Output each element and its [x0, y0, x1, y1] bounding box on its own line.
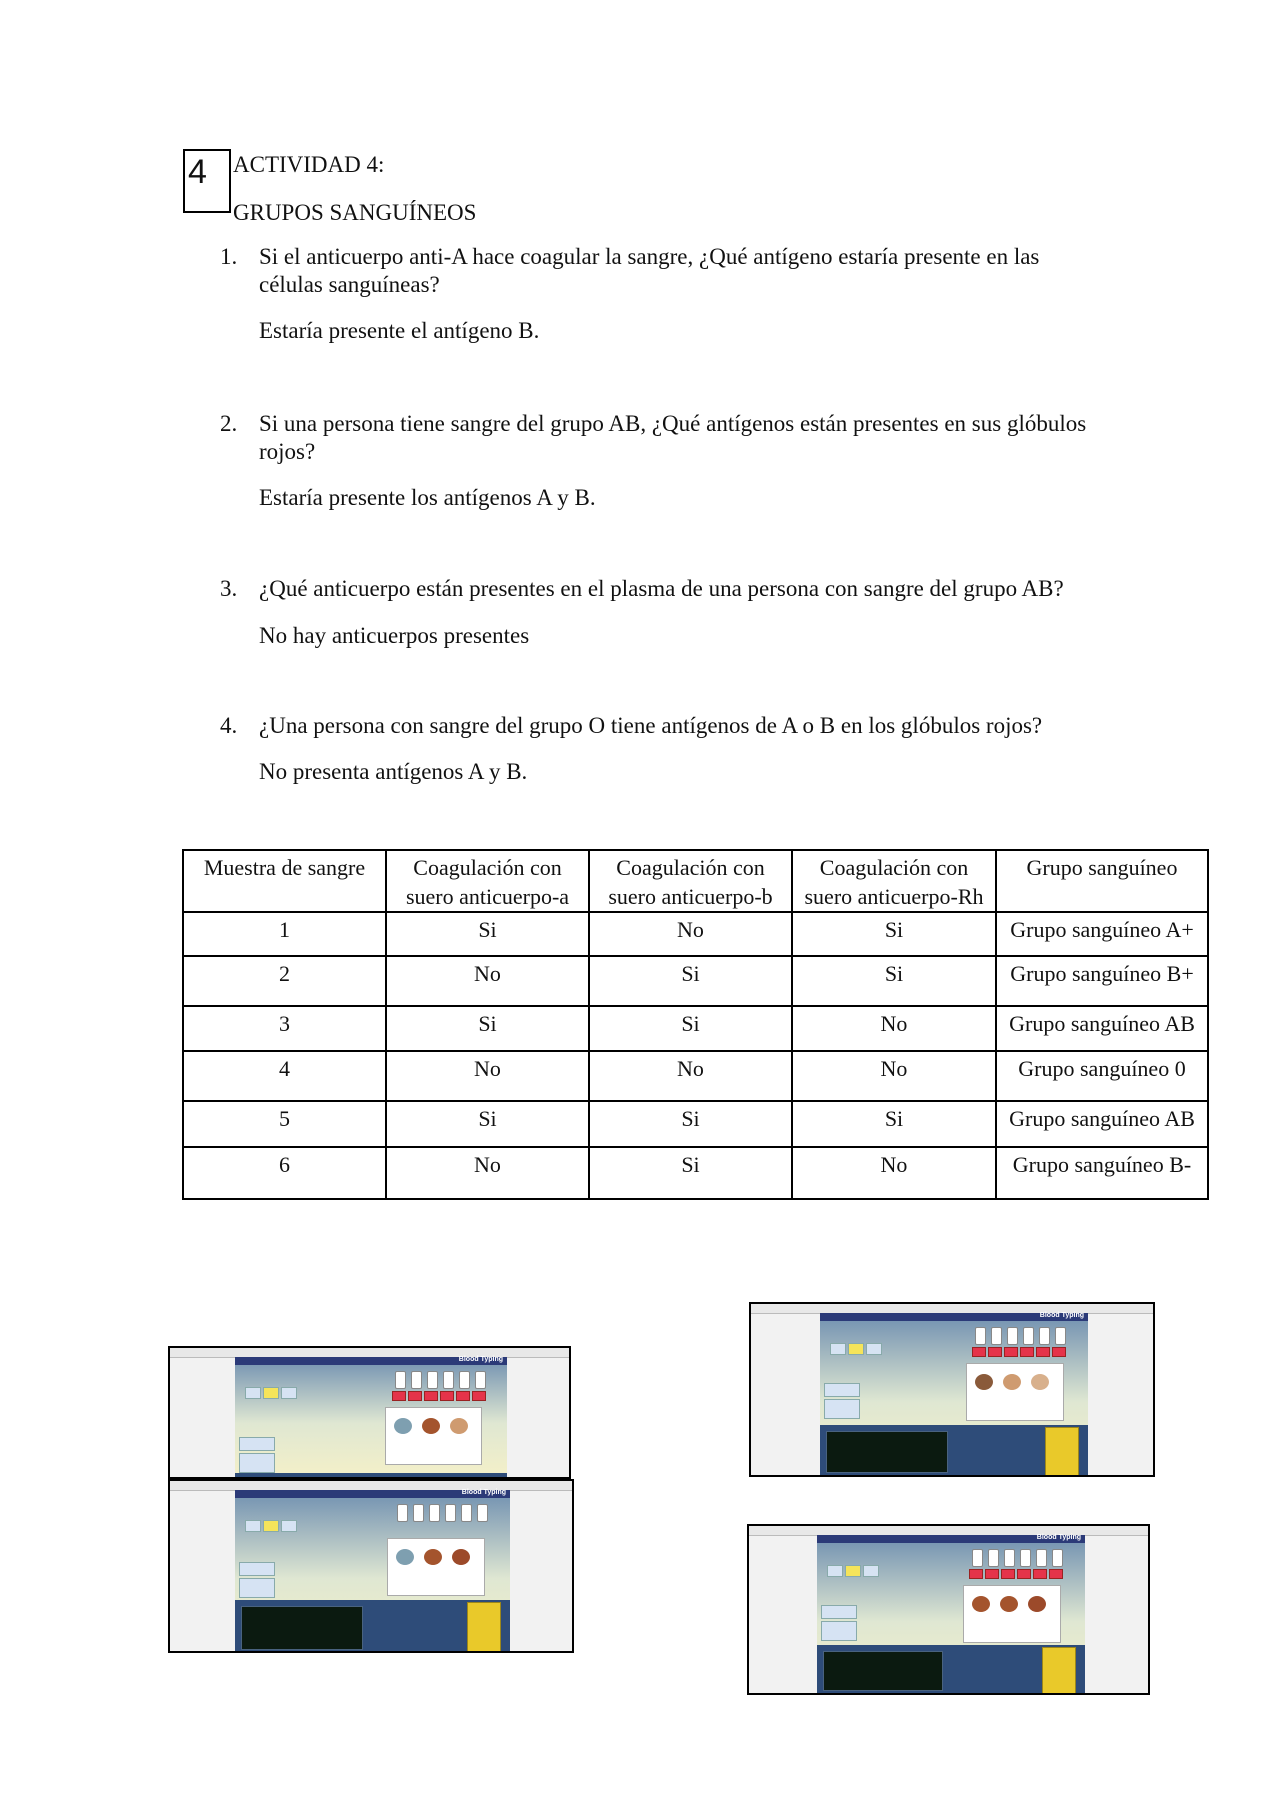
- question-text: ¿Qué anticuerpo están presentes en el plasma de una persona con sangre del grupo AB?: [259, 576, 1064, 601]
- question-number: 2.: [220, 411, 238, 436]
- table-cell: 4: [183, 1051, 386, 1101]
- vial-label: [863, 1565, 879, 1577]
- panel-label: [239, 1453, 275, 1473]
- table-cell: Si: [386, 1101, 589, 1147]
- simulation-screenshot: [168, 1479, 574, 1653]
- panel-label: [821, 1621, 857, 1641]
- app-title: Blood Typing: [461, 1489, 506, 1496]
- panel-label: [824, 1383, 860, 1397]
- vial-label: [263, 1520, 279, 1532]
- table-cell: No: [792, 1051, 996, 1101]
- sample-tube: [1033, 1569, 1047, 1579]
- question-number: 4.: [220, 713, 238, 738]
- agglutination-sample: [1000, 1596, 1018, 1612]
- table-cell: 3: [183, 1006, 386, 1051]
- serum-bottle: [972, 1549, 983, 1567]
- serum-bottle: [443, 1371, 454, 1389]
- simulation-screenshot: [749, 1302, 1155, 1477]
- app-title: Blood Typing: [1036, 1534, 1081, 1541]
- answer-text: No hay anticuerpos presentes: [259, 623, 530, 648]
- answer-text: Estaría presente los antígenos A y B.: [259, 485, 596, 510]
- table-cell: Si: [792, 912, 996, 956]
- serum-bottle: [411, 1371, 422, 1389]
- sample-tube: [440, 1391, 454, 1401]
- sample-tube: [456, 1391, 470, 1401]
- serum-bottle: [1020, 1549, 1031, 1567]
- answer-text: Estaría presente el antígeno B.: [259, 318, 540, 343]
- panel-label: [239, 1437, 275, 1451]
- table-cell: 5: [183, 1101, 386, 1147]
- serum-bottle: [1055, 1327, 1066, 1345]
- serum-bottle: [459, 1371, 470, 1389]
- simulation-screenshot: [747, 1524, 1150, 1695]
- results-card: [963, 1585, 1061, 1643]
- table-cell: Si: [386, 912, 589, 956]
- serum-bottle: [413, 1504, 424, 1522]
- agglutination-sample: [422, 1418, 440, 1434]
- table-cell: Grupo sanguíneo B+: [996, 956, 1208, 1006]
- sample-tube: [1001, 1569, 1015, 1579]
- vial-label: [830, 1343, 846, 1355]
- table-row: [183, 1101, 1208, 1147]
- serum-bottle: [1052, 1549, 1063, 1567]
- table-cell: Si: [589, 1101, 792, 1147]
- agglutination-sample: [1003, 1374, 1021, 1390]
- table-cell: No: [792, 1147, 996, 1199]
- table-row: [183, 1147, 1208, 1199]
- question-text: Si el anticuerpo anti-A hace coagular la sangre, ¿Qué antígeno estaría presente en las células sanguíneas?: [259, 244, 1040, 297]
- sample-tube: [1020, 1347, 1034, 1357]
- agglutination-sample: [975, 1374, 993, 1390]
- results-card: [385, 1407, 482, 1465]
- table-row: [183, 912, 1208, 956]
- results-card: [387, 1538, 485, 1596]
- vial-label: [245, 1387, 261, 1399]
- simulation-screenshot: [168, 1346, 571, 1479]
- app-title: Blood Typing: [1039, 1312, 1084, 1319]
- header-anti-rh: Coagulación con suero anticuerpo-Rh: [792, 850, 996, 912]
- simulation-app: [235, 1357, 507, 1477]
- question-text: Si una persona tiene sangre del grupo AB, ¿Qué antígenos están presentes en sus glóbulos rojos?: [259, 411, 1087, 464]
- biohazard-container: [1045, 1427, 1079, 1477]
- table-cell: Si: [589, 956, 792, 1006]
- sample-tube: [972, 1347, 986, 1357]
- serum-bottle: [1004, 1549, 1015, 1567]
- sample-tube: [1036, 1347, 1050, 1357]
- agglutination-sample: [394, 1418, 412, 1434]
- question-number: 1.: [220, 244, 238, 269]
- agglutination-sample: [424, 1549, 442, 1565]
- table-cell: No: [589, 912, 792, 956]
- table-cell: Si: [386, 1006, 589, 1051]
- serum-bottle: [397, 1504, 408, 1522]
- serum-bottle: [477, 1504, 488, 1522]
- table-cell: No: [386, 956, 589, 1006]
- vial-label: [845, 1565, 861, 1577]
- agglutination-sample: [452, 1549, 470, 1565]
- simulation-app: [235, 1490, 510, 1651]
- table-cell: No: [792, 1006, 996, 1051]
- sample-tube: [392, 1391, 406, 1401]
- table-cell: 2: [183, 956, 386, 1006]
- serum-bottle: [991, 1327, 1002, 1345]
- agglutination-sample: [396, 1549, 414, 1565]
- sample-tube: [988, 1347, 1002, 1357]
- table-cell: Grupo sanguíneo B-: [996, 1147, 1208, 1199]
- serum-bottle: [975, 1327, 986, 1345]
- agglutination-sample: [1031, 1374, 1049, 1390]
- results-grid: [823, 1651, 943, 1691]
- table-cell: Grupo sanguíneo AB: [996, 1006, 1208, 1051]
- table-cell: Si: [792, 1101, 996, 1147]
- answer-text: No presenta antígenos A y B.: [259, 759, 528, 784]
- activity-number-box: [183, 149, 231, 213]
- sample-tube: [1004, 1347, 1018, 1357]
- panel-label: [239, 1562, 275, 1576]
- header-sample: Muestra de sangre: [183, 850, 386, 912]
- agglutination-sample: [972, 1596, 990, 1612]
- biohazard-container: [1042, 1647, 1076, 1695]
- header-anti-b: Coagulación con suero anticuerpo-b: [589, 850, 792, 912]
- serum-bottle: [429, 1504, 440, 1522]
- app-title: Blood Typing: [458, 1356, 503, 1363]
- sample-tube: [1017, 1569, 1031, 1579]
- vial-label: [848, 1343, 864, 1355]
- vial-label: [281, 1387, 297, 1399]
- table-row: [183, 1051, 1208, 1101]
- sample-tube: [985, 1569, 999, 1579]
- table-cell: Grupo sanguíneo AB: [996, 1101, 1208, 1147]
- app-menu-bar: [235, 1490, 510, 1498]
- serum-bottle: [1023, 1327, 1034, 1345]
- serum-bottle: [1007, 1327, 1018, 1345]
- table-cell: Si: [589, 1147, 792, 1199]
- vial-label: [245, 1520, 261, 1532]
- panel-label: [821, 1605, 857, 1619]
- table-cell: Si: [792, 956, 996, 1006]
- question-text: ¿Una persona con sangre del grupo O tiene antígenos de A o B en los glóbulos rojos?: [259, 713, 1043, 738]
- serum-bottle: [427, 1371, 438, 1389]
- table-cell: 6: [183, 1147, 386, 1199]
- panel-label: [824, 1399, 860, 1419]
- sample-tube: [472, 1391, 486, 1401]
- serum-bottle: [1039, 1327, 1050, 1345]
- table-header-row: [183, 850, 1208, 912]
- vial-label: [866, 1343, 882, 1355]
- header-blood-group: Grupo sanguíneo: [996, 850, 1208, 912]
- table-cell: Grupo sanguíneo 0: [996, 1051, 1208, 1101]
- table-cell: No: [589, 1051, 792, 1101]
- table-cell: No: [386, 1147, 589, 1199]
- sample-tube: [1049, 1569, 1063, 1579]
- sample-tube: [969, 1569, 983, 1579]
- question-number: 3.: [220, 576, 238, 601]
- vial-label: [263, 1387, 279, 1399]
- panel-label: [239, 1578, 275, 1598]
- simulation-app: [817, 1535, 1085, 1693]
- results-grid: [826, 1431, 948, 1473]
- simulation-app: [820, 1313, 1088, 1475]
- agglutination-sample: [450, 1418, 468, 1434]
- serum-bottle: [445, 1504, 456, 1522]
- table-row: [183, 956, 1208, 1006]
- sample-tube: [1052, 1347, 1066, 1357]
- table-cell: 1: [183, 912, 386, 956]
- app-menu-bar: [235, 1357, 507, 1365]
- activity-number: 4: [188, 153, 207, 191]
- serum-bottle: [395, 1371, 406, 1389]
- header-anti-a: Coagulación con suero anticuerpo-a: [386, 850, 589, 912]
- table-cell: Si: [589, 1006, 792, 1051]
- serum-bottle: [461, 1504, 472, 1522]
- blood-typing-table: [182, 849, 1209, 1200]
- app-menu-bar: [820, 1313, 1088, 1321]
- vial-label: [281, 1520, 297, 1532]
- app-menu-bar: [817, 1535, 1085, 1543]
- serum-bottle: [475, 1371, 486, 1389]
- serum-bottle: [1036, 1549, 1047, 1567]
- activity-title: ACTIVIDAD 4:: [233, 152, 385, 177]
- results-card: [966, 1363, 1064, 1421]
- table-row: [183, 1006, 1208, 1051]
- table-cell: No: [386, 1051, 589, 1101]
- table-cell: Grupo sanguíneo A+: [996, 912, 1208, 956]
- biohazard-container: [467, 1602, 501, 1653]
- activity-subtitle: GRUPOS SANGUÍNEOS: [233, 200, 477, 225]
- results-grid: [241, 1606, 363, 1650]
- agglutination-sample: [1028, 1596, 1046, 1612]
- sample-tube: [424, 1391, 438, 1401]
- serum-bottle: [988, 1549, 999, 1567]
- sample-tube: [408, 1391, 422, 1401]
- vial-label: [827, 1565, 843, 1577]
